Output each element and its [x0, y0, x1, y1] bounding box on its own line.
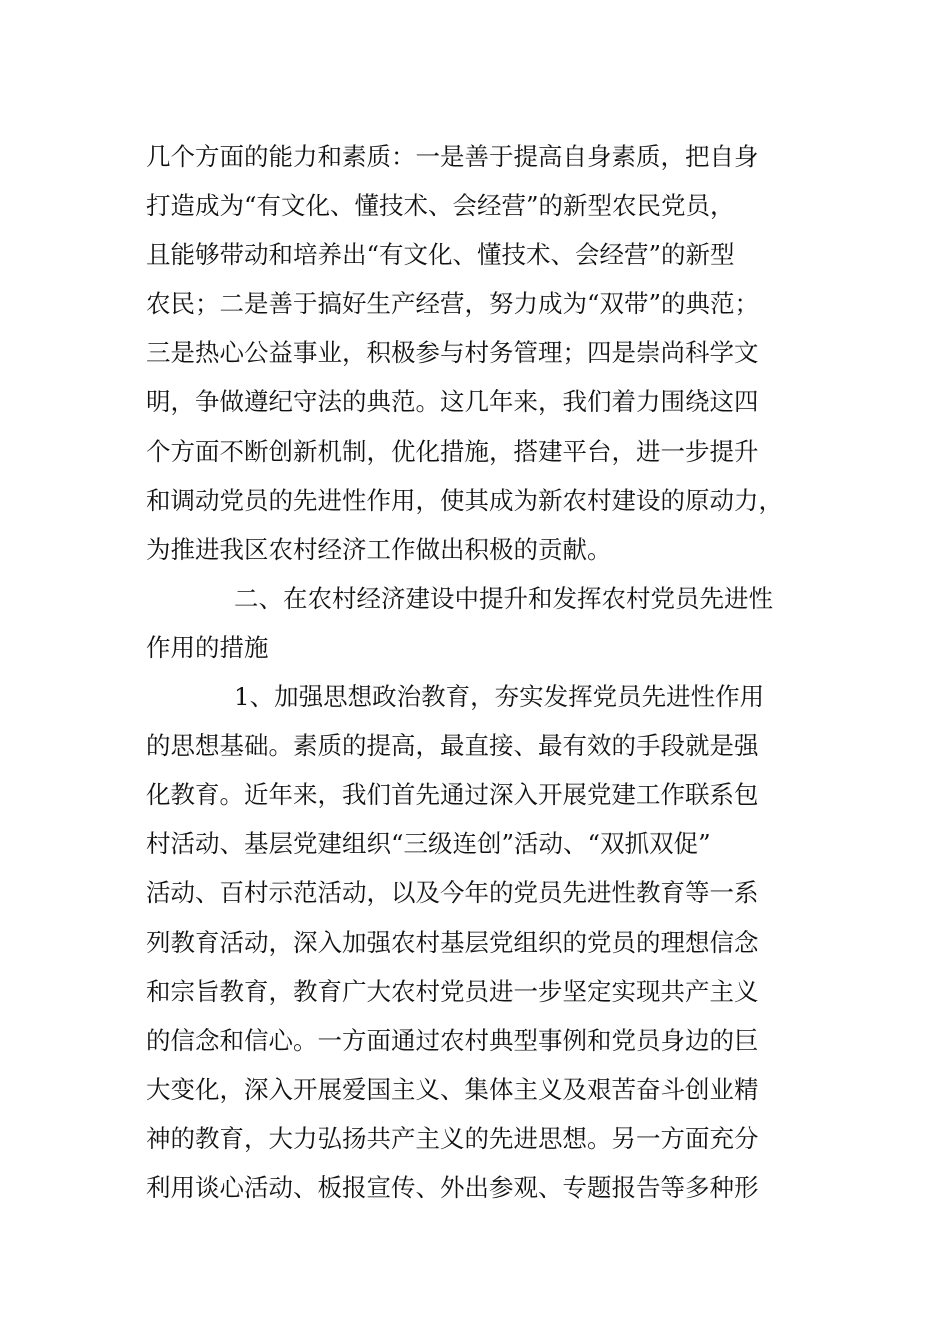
text-line: 利用谈心活动、板报宣传、外出参观、专题报告等多种形 [146, 1172, 759, 1202]
text-line: 明，争做遵纪守法的典范。这几年来，我们着力围绕这四 [146, 387, 759, 417]
text-line: 农民；二是善于搞好生产经营，努力成为“双带”的典范； [146, 289, 760, 319]
text-line: 大变化，深入开展爱国主义、集体主义及艰苦奋斗创业精 [146, 1074, 759, 1104]
text-line: 几个方面的能力和素质：一是善于提高自身素质，把自身 [146, 142, 759, 171]
text-line: 活动、百村示范活动，以及今年的党员先进性教育等一系 [146, 878, 759, 908]
text-line: 化教育。近年来，我们首先通过深入开展党建工作联系包 [146, 780, 759, 810]
text-line: 神的教育，大力弘扬共产主义的先进思想。另一方面充分 [146, 1123, 759, 1153]
text-line: 打造成为“有文化、懂技术、会经营”的新型农民党员， [146, 191, 735, 221]
text-line: 和调动党员的先进性作用，使其成为新农村建设的原动力， [146, 485, 783, 515]
section-heading-line: 二、在农村经济建设中提升和发挥农村党员先进性 [234, 583, 773, 613]
text-line: 1、加强思想政治教育，夯实发挥党员先进性作用 [234, 682, 765, 712]
text-line: 列教育活动，深入加强农村基层党组织的党员的理想信念 [146, 927, 759, 957]
text-line: 个方面不断创新机制，优化措施，搭建平台，进一步提升 [146, 436, 759, 466]
document-body [146, 132, 806, 1212]
section-heading-line: 作用的措施 [146, 632, 269, 662]
text-line: 且能够带动和培养出“有文化、懂技术、会经营”的新型 [146, 240, 735, 270]
text-line: 村活动、基层党建组织“三级连创”活动、“双抓双促” [146, 829, 711, 859]
text-line: 三是热心公益事业，积极参与村务管理；四是崇尚科学文 [146, 338, 759, 368]
text-line: 的信念和信心。一方面通过农村典型事例和党员身边的巨 [146, 1025, 759, 1055]
text-line: 和宗旨教育，教育广大农村党员进一步坚定实现共产主义 [146, 976, 759, 1006]
text-line: 的思想基础。素质的提高，最直接、最有效的手段就是强 [146, 731, 759, 761]
text-line: 为推进我区农村经济工作做出积极的贡献。 [146, 534, 612, 564]
